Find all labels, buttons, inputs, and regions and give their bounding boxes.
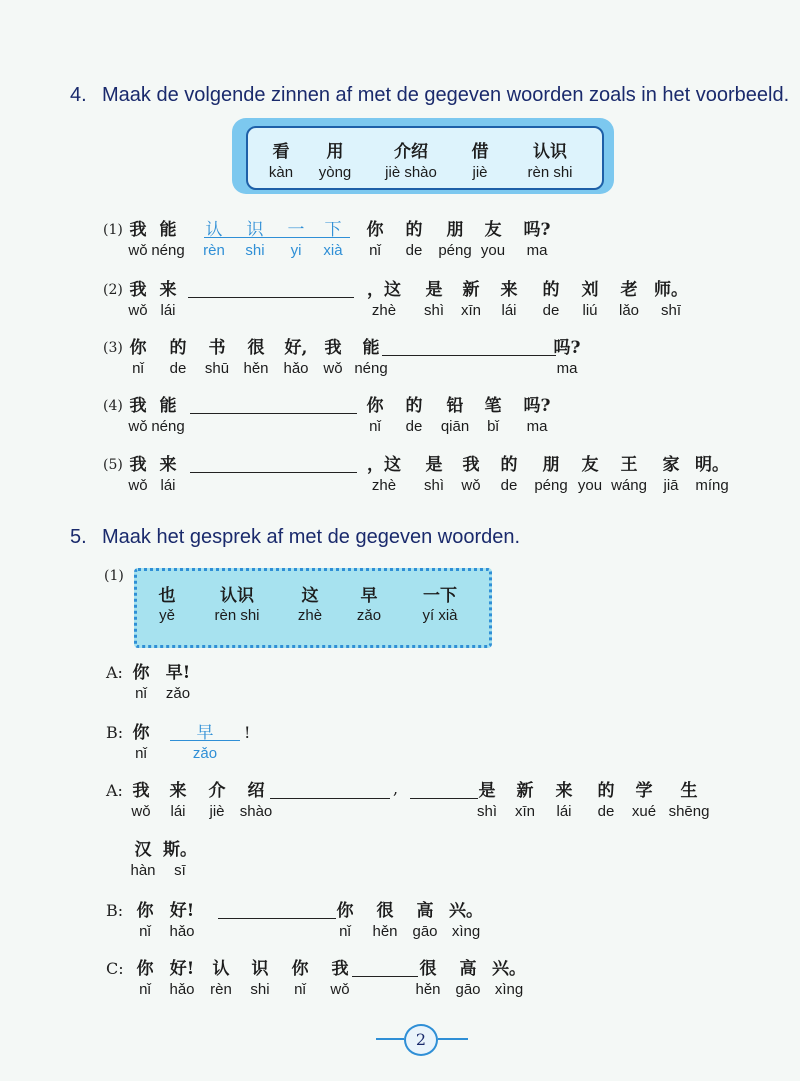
item-word-pinyin: hǎo (283, 360, 309, 377)
item-word-pinyin: shì (423, 477, 445, 494)
dialogue-word-hanzi: 汉 (134, 840, 152, 860)
item-word-hanzi: 师。 (654, 280, 688, 300)
item-word-hanzi: 朋 (542, 455, 560, 475)
item-word-pinyin: ma (526, 242, 548, 259)
example-answer-pinyin: rèn (203, 242, 225, 259)
answer-blank (190, 472, 357, 473)
speaker-label: A: (106, 781, 123, 800)
dialogue-word-pinyin: nǐ (139, 981, 151, 998)
item-word-hanzi: 友 (484, 220, 502, 240)
item-word-pinyin: lái (160, 477, 176, 494)
item-word-pinyin: de (405, 242, 423, 259)
dialogue-word-hanzi: 学 (635, 781, 653, 801)
item-word-pinyin: liú (582, 302, 598, 319)
dialogue-word-hanzi: 你 (136, 901, 154, 921)
dialogue-word-pinyin: hǎo (169, 923, 195, 940)
item-word-hanzi: 家 (662, 455, 680, 475)
example-answer-hanzi: 下 (324, 220, 342, 240)
item-word-hanzi: 是 (425, 280, 443, 300)
dialogue-word-pinyin: shì (476, 803, 498, 820)
dialogue-word-hanzi: 好! (169, 901, 195, 921)
item-word-pinyin: wáng (611, 477, 647, 494)
page-rule-right (438, 1038, 468, 1040)
dialogue-word-pinyin: nǐ (135, 745, 147, 762)
item-word-pinyin: de (542, 302, 560, 319)
word-hanzi: 认识 (220, 586, 254, 606)
item-word-pinyin: néng (354, 360, 388, 377)
answer-blank (410, 798, 478, 799)
exercise-5-number: 5. (70, 526, 87, 548)
dialogue-word-pinyin: xué (631, 803, 657, 820)
comma: , (393, 779, 399, 798)
dialogue-word-hanzi: 识 (251, 959, 269, 979)
item-word-pinyin: zhè (371, 477, 397, 494)
item-word-pinyin: péng (438, 242, 472, 259)
answer-blank (352, 976, 418, 977)
dialogue-word-pinyin: shēng (668, 803, 710, 820)
dialogue-word-pinyin: gāo (412, 923, 438, 940)
dialogue-word-pinyin: lái (556, 803, 572, 820)
item-word-hanzi: 王 (620, 455, 638, 475)
item-word-hanzi: 你 (129, 338, 147, 358)
dialogue-word-pinyin: nǐ (139, 923, 151, 940)
example-answer-pinyin: zǎo (192, 745, 218, 762)
dialogue-word-pinyin: rèn (210, 981, 232, 998)
dialogue-word-pinyin: xīn (514, 803, 536, 820)
dialogue-word-hanzi: 我 (331, 959, 349, 979)
dialogue-word-pinyin: hěn (415, 981, 441, 998)
word-pinyin: yě (159, 607, 175, 624)
dialogue-word-hanzi: 介 (208, 781, 226, 801)
item-word-hanzi: 吗? (523, 220, 551, 240)
dialogue-word-pinyin: lái (170, 803, 186, 820)
dialogue-word-pinyin: wǒ (330, 981, 350, 998)
answer-blank (218, 918, 336, 919)
item-word-pinyin: xīn (460, 302, 482, 319)
item-label: (3) (103, 340, 123, 356)
word-pinyin: kàn (268, 164, 294, 181)
item-word-hanzi: 来 (500, 280, 518, 300)
word-hanzi: 介绍 (394, 142, 428, 162)
item-word-hanzi: 很 (247, 338, 265, 358)
dialogue-word-hanzi: 你 (132, 723, 150, 743)
item-word-pinyin: nǐ (369, 418, 381, 435)
item-word-hanzi: 的 (405, 396, 423, 416)
item-word-pinyin: de (405, 418, 423, 435)
item-label: (1) (103, 222, 123, 238)
item-word-hanzi: 书 (208, 338, 226, 358)
item-word-hanzi: 你 (366, 396, 384, 416)
dialogue-word-hanzi: 你 (291, 959, 309, 979)
item-word-hanzi: 我 (462, 455, 480, 475)
item-word-pinyin: lái (160, 302, 176, 319)
item-word-hanzi: 好, (284, 338, 308, 358)
dialogue-word-hanzi: 高 (416, 901, 434, 921)
dialogue-word-pinyin: hǎo (169, 981, 195, 998)
dialogue-word-hanzi: 的 (597, 781, 615, 801)
dialogue-word-hanzi: 绍 (247, 781, 265, 801)
dialogue-word-hanzi: 高 (459, 959, 477, 979)
dialogue-word-pinyin: de (597, 803, 615, 820)
example-answer-pinyin: yi (290, 242, 302, 259)
dialogue-word-pinyin: hàn (130, 862, 156, 879)
dialogue-word-hanzi: 是 (478, 781, 496, 801)
item-word-hanzi: 老 (620, 280, 638, 300)
item-word-pinyin: péng (534, 477, 568, 494)
dialogue-word-hanzi: 你 (132, 663, 150, 683)
item-word-pinyin: wǒ (128, 418, 148, 435)
item-word-hanzi: 我 (324, 338, 342, 358)
exercise-5-sub-label: (1) (104, 568, 124, 584)
exercise-5-instruction: Maak het gesprek af met de gegeven woorden. (102, 526, 521, 548)
speaker-label: B: (106, 901, 124, 920)
dialogue-word-pinyin: nǐ (339, 923, 351, 940)
item-word-hanzi: 友 (581, 455, 599, 475)
word-pinyin: zǎo (356, 607, 382, 624)
dialogue-word-pinyin: jiè (209, 803, 225, 820)
item-word-hanzi: 朋 (446, 220, 464, 240)
item-word-pinyin: de (169, 360, 187, 377)
item-word-hanzi: 能 (159, 396, 177, 416)
item-word-pinyin: wǒ (461, 477, 481, 494)
speaker-label: C: (106, 959, 124, 978)
dialogue-word-pinyin: nǐ (135, 685, 147, 702)
word-hanzi: 用 (326, 142, 344, 162)
item-word-pinyin: you (480, 242, 506, 259)
dialogue-word-pinyin: xìng (451, 923, 481, 940)
dialogue-word-hanzi: 兴。 (492, 959, 526, 979)
dialogue-word-hanzi: 来 (555, 781, 573, 801)
item-word-pinyin: wǒ (128, 242, 148, 259)
item-word-pinyin: de (500, 477, 518, 494)
word-hanzi: 借 (471, 142, 489, 162)
word-hanzi: 一下 (423, 586, 457, 606)
item-word-hanzi: 笔 (484, 396, 502, 416)
item-word-hanzi: 铅 (446, 396, 464, 416)
item-word-pinyin: you (577, 477, 603, 494)
word-pinyin: yí xià (422, 607, 458, 624)
dialogue-word-pinyin: zǎo (165, 685, 191, 702)
word-hanzi: 早 (360, 586, 378, 606)
dialogue-word-hanzi: 早! (165, 663, 191, 683)
example-answer-hanzi: 一 (287, 220, 305, 240)
item-word-pinyin: nǐ (369, 242, 381, 259)
item-word-hanzi: 我 (129, 455, 147, 475)
item-word-hanzi: 能 (159, 220, 177, 240)
item-word-pinyin: bǐ (487, 418, 499, 435)
item-word-pinyin: ma (556, 360, 578, 377)
page-number: 2 (404, 1024, 438, 1056)
item-word-pinyin: nǐ (132, 360, 144, 377)
item-word-pinyin: wǒ (128, 302, 148, 319)
word-pinyin: zhè (297, 607, 323, 624)
item-word-hanzi: 的 (542, 280, 560, 300)
item-label: (5) (103, 457, 123, 473)
item-word-hanzi: ，这 (367, 280, 401, 300)
dialogue-word-pinyin: shi (250, 981, 270, 998)
answer-blank (190, 413, 357, 414)
dialogue-word-hanzi: 我 (132, 781, 150, 801)
item-word-pinyin: néng (151, 418, 185, 435)
dialogue-word-pinyin: hěn (372, 923, 398, 940)
item-word-hanzi: 的 (500, 455, 518, 475)
answer-blank (382, 355, 556, 356)
dialogue-word-hanzi: 很 (419, 959, 437, 979)
item-word-hanzi: 来 (159, 280, 177, 300)
item-word-hanzi: 我 (129, 280, 147, 300)
item-word-pinyin: jiā (663, 477, 679, 494)
item-word-hanzi: 的 (169, 338, 187, 358)
item-word-pinyin: wǒ (323, 360, 343, 377)
dialogue-word-hanzi: 认 (212, 959, 230, 979)
word-hanzi: 看 (272, 142, 290, 162)
item-word-hanzi: 吗? (553, 338, 581, 358)
dialogue-word-hanzi: 你 (336, 901, 354, 921)
item-word-hanzi: 你 (366, 220, 384, 240)
item-word-pinyin: zhè (371, 302, 397, 319)
dialogue-word-hanzi: 好! (169, 959, 195, 979)
dialogue-word-pinyin: nǐ (294, 981, 306, 998)
dialogue-word-hanzi: 很 (376, 901, 394, 921)
word-pinyin: rèn shi (214, 607, 260, 624)
item-word-pinyin: lǎo (618, 302, 640, 319)
item-word-hanzi: 来 (159, 455, 177, 475)
item-word-hanzi: 刘 (581, 280, 599, 300)
example-answer-hanzi: 早 (196, 723, 214, 743)
word-hanzi: 这 (301, 586, 319, 606)
item-word-pinyin: shì (423, 302, 445, 319)
example-answer-pinyin: shi (245, 242, 265, 259)
word-hanzi: 也 (158, 586, 176, 606)
dialogue-word-pinyin: sī (174, 862, 186, 879)
word-pinyin: jiè (472, 164, 488, 181)
dialogue-word-pinyin: xìng (494, 981, 524, 998)
dialogue-word-pinyin: gāo (455, 981, 481, 998)
dialogue-word-hanzi: 兴。 (449, 901, 483, 921)
item-word-hanzi: 的 (405, 220, 423, 240)
word-pinyin: rèn shi (527, 164, 573, 181)
item-word-pinyin: shī (660, 302, 682, 319)
item-word-hanzi: 我 (129, 396, 147, 416)
word-pinyin: jiè shào (385, 164, 437, 181)
item-word-pinyin: ma (526, 418, 548, 435)
item-word-hanzi: 是 (425, 455, 443, 475)
dialogue-word-hanzi: 斯。 (163, 840, 197, 860)
item-word-hanzi: ，这 (367, 455, 401, 475)
word-pinyin: yòng (318, 164, 352, 181)
item-label: (4) (103, 398, 123, 414)
item-word-hanzi: 我 (129, 220, 147, 240)
item-word-pinyin: míng (695, 477, 729, 494)
item-word-pinyin: hěn (243, 360, 269, 377)
item-word-pinyin: wǒ (128, 477, 148, 494)
item-word-pinyin: néng (151, 242, 185, 259)
exclamation-mark: ! (244, 723, 251, 742)
dialogue-word-hanzi: 新 (516, 781, 534, 801)
page-rule-left (376, 1038, 404, 1040)
item-word-pinyin: shū (204, 360, 230, 377)
exercise-4-number: 4. (70, 84, 87, 106)
example-answer-hanzi: 认 (205, 220, 223, 240)
item-word-hanzi: 明。 (695, 455, 729, 475)
speaker-label: B: (106, 723, 124, 742)
item-word-pinyin: qiān (440, 418, 470, 435)
example-answer-pinyin: xià (323, 242, 343, 259)
exercise-4-instruction: Maak de volgende zinnen af met de gegeven woorden zoals in het voorbeeld. (102, 84, 790, 106)
dialogue-word-pinyin: wǒ (131, 803, 151, 820)
dialogue-word-hanzi: 来 (169, 781, 187, 801)
dialogue-word-hanzi: 你 (136, 959, 154, 979)
item-word-hanzi: 新 (462, 280, 480, 300)
item-word-hanzi: 吗? (523, 396, 551, 416)
item-word-hanzi: 能 (362, 338, 380, 358)
dialogue-word-pinyin: shào (239, 803, 273, 820)
example-answer-hanzi: 识 (246, 220, 264, 240)
speaker-label: A: (106, 663, 123, 682)
answer-blank (188, 297, 354, 298)
word-hanzi: 认识 (533, 142, 567, 162)
item-label: (2) (103, 282, 123, 298)
dialogue-word-hanzi: 生 (680, 781, 698, 801)
item-word-pinyin: lái (501, 302, 517, 319)
answer-blank (270, 798, 390, 799)
